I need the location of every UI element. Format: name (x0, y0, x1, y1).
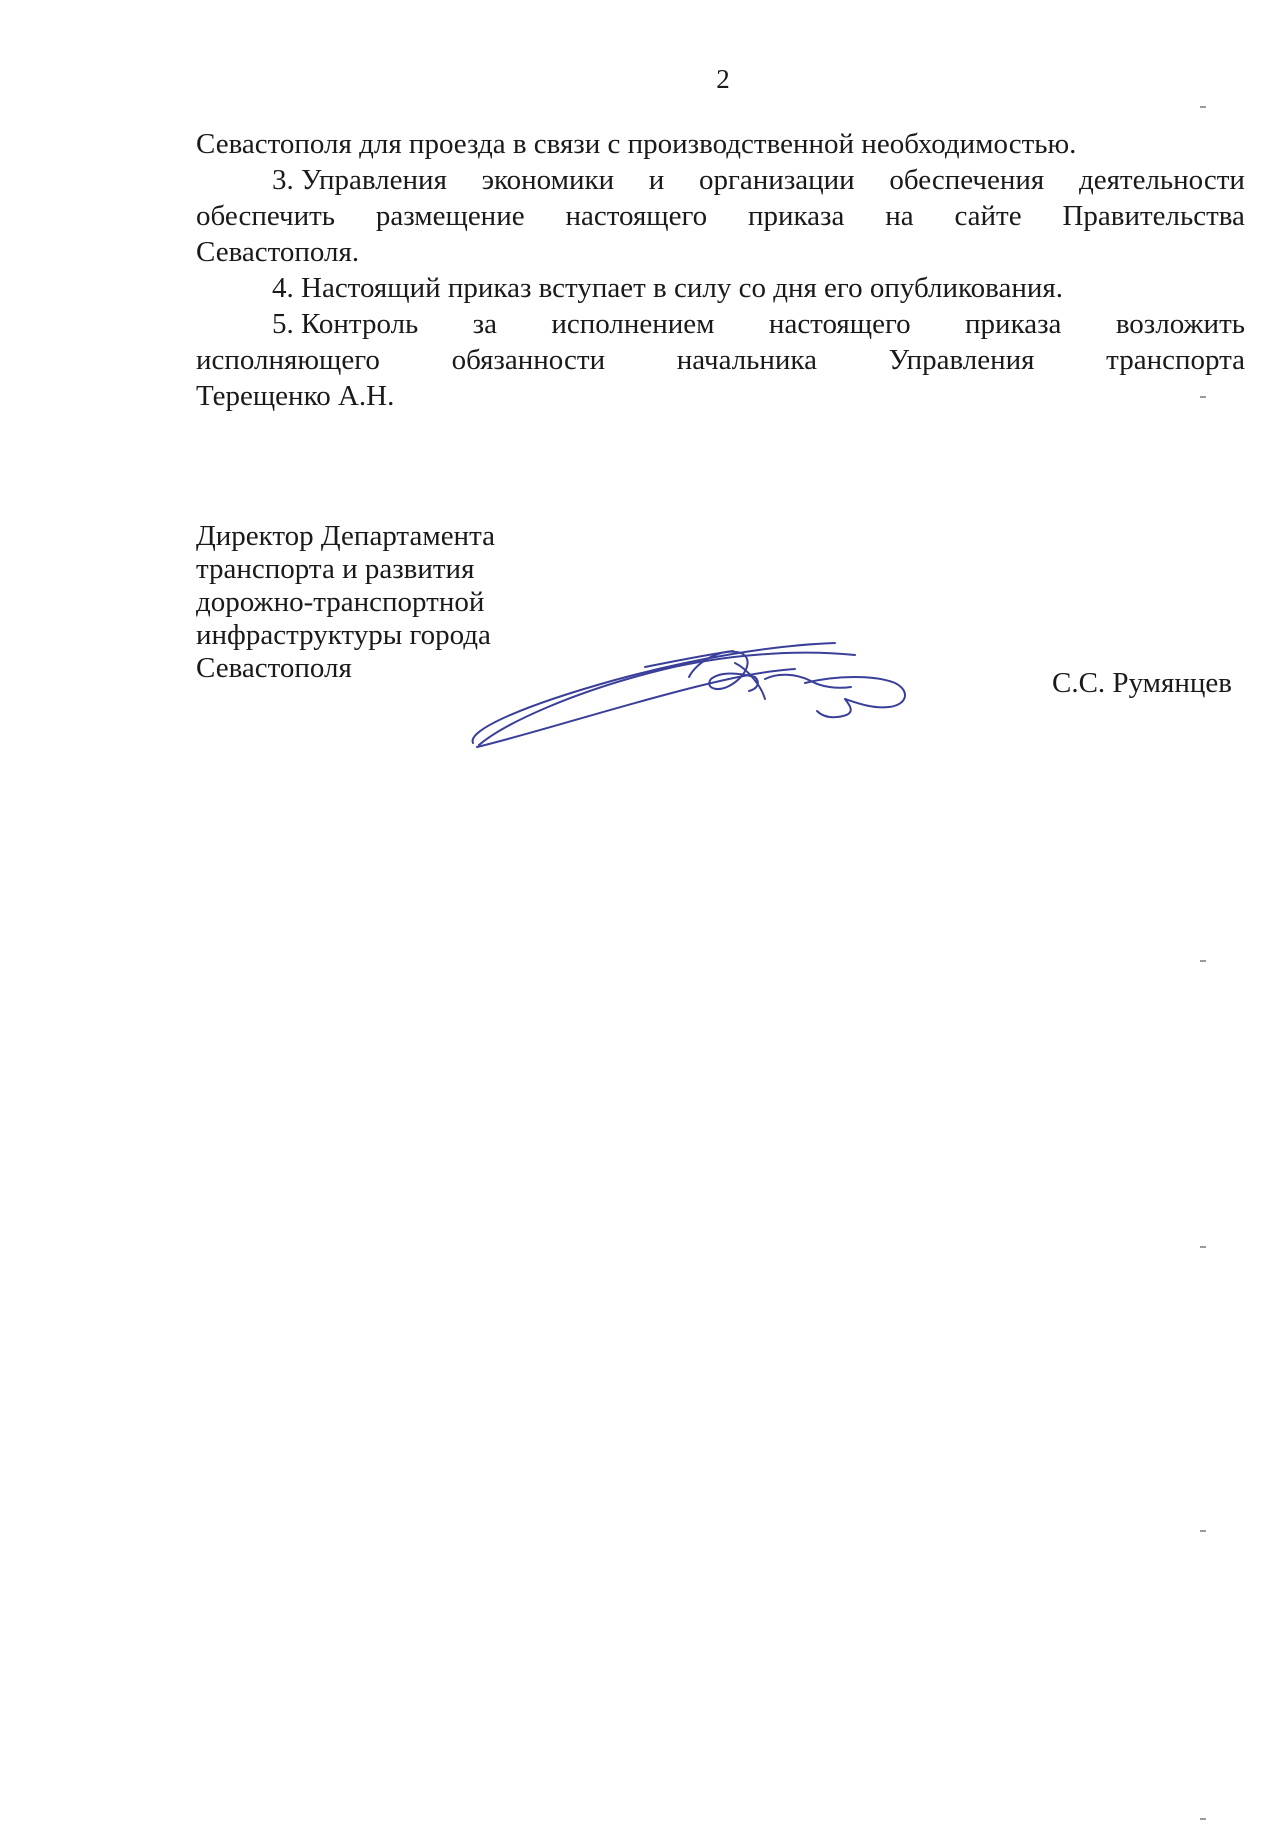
word: деятельности (1078, 164, 1245, 196)
word: 3. Управления (272, 164, 447, 196)
position-line: дорожно-транспортной (196, 586, 485, 618)
word: приказа (747, 200, 845, 232)
scan-mark (1200, 1530, 1206, 1532)
word: обеспечить (196, 200, 336, 232)
word: возложить (1115, 308, 1245, 340)
paragraph-line (196, 342, 1245, 378)
scan-mark (1200, 1818, 1206, 1820)
word: приказа (965, 308, 1062, 340)
paragraph-line (196, 162, 1245, 198)
word: обязанности (451, 344, 606, 376)
paragraph-line (196, 198, 1245, 234)
word: Правительства (1062, 200, 1245, 232)
handwritten-signature (465, 625, 945, 760)
word: исполняющего (196, 344, 380, 376)
position-line: Директор Департамента (196, 520, 495, 552)
word: на (885, 200, 914, 232)
paragraph-line: Терещенко А.Н. (196, 380, 395, 412)
scan-mark (1200, 396, 1206, 398)
word: транспорта (1106, 344, 1245, 376)
paragraph-line: Севастополя. (196, 236, 360, 268)
word: начальника (676, 344, 817, 376)
word: обеспечения (889, 164, 1045, 196)
word: сайте (954, 200, 1022, 232)
scan-mark (1200, 106, 1206, 108)
position-line: инфраструктуры города (196, 619, 491, 651)
scan-mark (1200, 1246, 1206, 1248)
word: за (472, 308, 497, 340)
word: настоящего (565, 200, 708, 232)
continuation-line: Севастополя для проезда в связи с производственной необходимостью. (196, 128, 1077, 160)
position-line: Севастополя (196, 652, 352, 684)
document-body (196, 126, 1245, 414)
page-number: 2 (716, 64, 730, 94)
word: Управления (888, 344, 1035, 376)
signatory-position (196, 520, 495, 685)
paragraph-item-4: 4. Настоящий приказ вступает в силу со дня его опубликования. (272, 272, 1063, 304)
paragraph-item-5 (196, 306, 1245, 414)
word: размещение (375, 200, 525, 232)
scan-mark (1200, 960, 1206, 962)
word: исполнением (551, 308, 715, 340)
word: 5. Контроль (272, 308, 419, 340)
word: экономики (481, 164, 615, 196)
word: и (648, 164, 665, 196)
paragraph-item-3 (196, 162, 1245, 270)
word: настоящего (768, 308, 911, 340)
signer-name: С.С. Румянцев (1052, 667, 1232, 699)
position-line: транспорта и развития (196, 553, 475, 585)
word: организации (699, 164, 855, 196)
paragraph-line (196, 306, 1245, 342)
